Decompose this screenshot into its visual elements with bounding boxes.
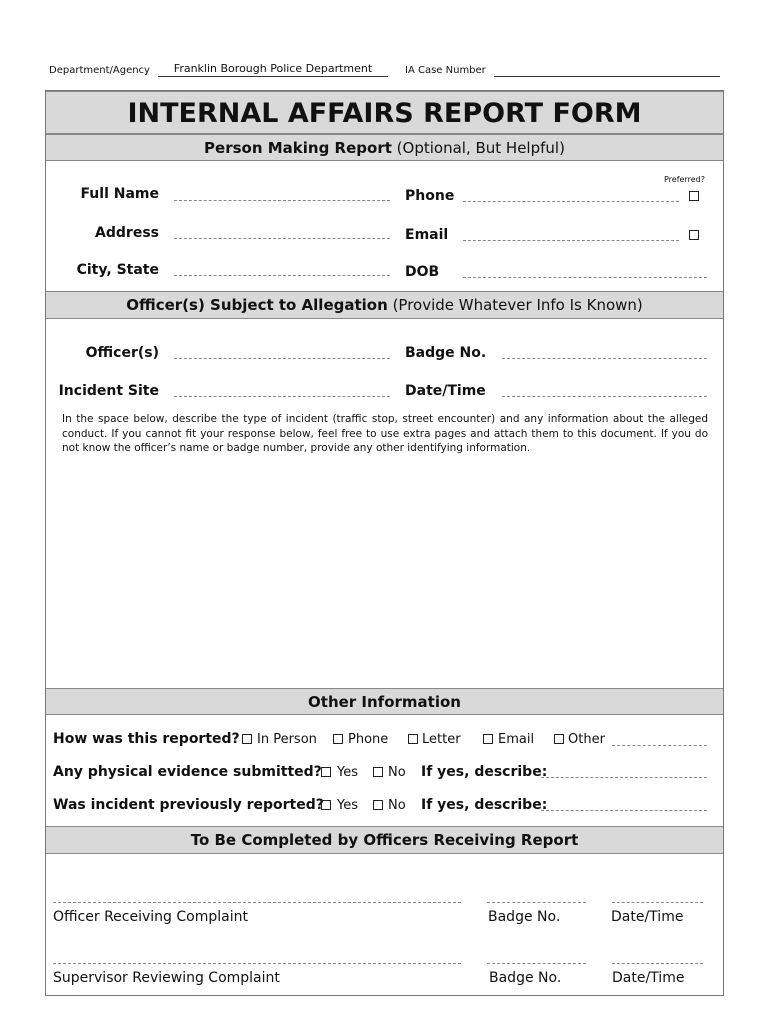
supervisor-badge-label: Badge No. — [489, 970, 562, 986]
officer-receiving-datetime-label: Date/Time — [611, 909, 684, 925]
form-title: INTERNAL AFFAIRS REPORT FORM — [46, 91, 723, 134]
other-option: Other — [568, 732, 605, 747]
badge-field[interactable] — [502, 358, 707, 359]
phone-field[interactable] — [463, 201, 679, 202]
address-label: Address — [95, 225, 159, 241]
supervisor-datetime-line[interactable] — [612, 963, 703, 964]
receiving-section-heading: To Be Completed by Officers Receiving Report — [46, 826, 723, 854]
officer-receiving-badge-label: Badge No. — [488, 909, 561, 925]
phone-preferred-checkbox[interactable] — [689, 191, 699, 201]
email-preferred-checkbox[interactable] — [689, 230, 699, 240]
evidence-yes-checkbox[interactable] — [321, 767, 331, 777]
incident-instructions: In the space below, describe the type of incident (traffic stop, street encounter) and any information about the alleged conduct. If you cannot fit your response below, feel free to use extra pages and attach them to this document. If you do not know the officer’s name or badge number, provide any other identifying information. — [62, 413, 708, 454]
evidence-describe-field[interactable] — [541, 777, 707, 778]
incident-site-label: Incident Site — [58, 383, 159, 399]
address-field[interactable] — [174, 238, 390, 239]
previous-yes-checkbox[interactable] — [321, 800, 331, 810]
other-field[interactable] — [612, 745, 707, 746]
department-field[interactable]: Franklin Borough Police Department — [158, 62, 388, 77]
officer-receiving-signature-line[interactable] — [53, 902, 461, 903]
city-state-field[interactable] — [174, 275, 390, 276]
full-name-label: Full Name — [80, 186, 159, 202]
case-number-label: IA Case Number — [405, 65, 486, 76]
phone-label: Phone — [405, 188, 455, 204]
email-option: Email — [498, 732, 535, 747]
email-label: Email — [405, 227, 449, 243]
in-person-option: In Person — [257, 732, 317, 747]
in-person-checkbox[interactable] — [242, 734, 252, 744]
email-field[interactable] — [463, 240, 679, 241]
officer-receiving-label: Officer Receiving Complaint — [53, 909, 248, 925]
officer-heading-note: (Provide Whatever Info Is Known) — [392, 296, 643, 314]
dob-label: DOB — [405, 264, 440, 280]
evidence-yes-option: Yes — [337, 765, 358, 780]
full-name-field[interactable] — [174, 200, 390, 201]
incident-description-area[interactable] — [56, 466, 716, 680]
supervisor-badge-line[interactable] — [487, 963, 586, 964]
previous-yes-option: Yes — [337, 798, 358, 813]
dob-field[interactable] — [463, 277, 707, 278]
department-label: Department/Agency — [49, 65, 150, 76]
letter-checkbox[interactable] — [408, 734, 418, 744]
email-checkbox[interactable] — [483, 734, 493, 744]
previous-describe-label: If yes, describe: — [421, 797, 548, 813]
how-reported-question: How was this reported? — [53, 731, 240, 747]
officer-heading-bold: Officer(s) Subject to Allegation — [126, 296, 388, 314]
city-state-label: City, State — [76, 262, 159, 278]
incident-datetime-field[interactable] — [502, 396, 707, 397]
supervisor-reviewing-label: Supervisor Reviewing Complaint — [53, 970, 280, 986]
badge-label: Badge No. — [405, 345, 487, 361]
previous-describe-field[interactable] — [541, 810, 707, 811]
evidence-question: Any physical evidence submitted? — [53, 764, 322, 780]
letter-option: Letter — [422, 732, 461, 747]
supervisor-signature-line[interactable] — [53, 963, 461, 964]
phone-option: Phone — [348, 732, 389, 747]
officers-label: Officer(s) — [85, 345, 159, 361]
previous-no-option: No — [388, 798, 406, 813]
supervisor-datetime-label: Date/Time — [612, 970, 685, 986]
incident-site-field[interactable] — [174, 396, 390, 397]
other-checkbox[interactable] — [554, 734, 564, 744]
other-section-heading: Other Information — [46, 688, 723, 715]
evidence-describe-label: If yes, describe: — [421, 764, 548, 780]
reporter-section-heading — [46, 134, 723, 161]
officer-receiving-datetime-line[interactable] — [612, 902, 703, 903]
evidence-no-option: No — [388, 765, 406, 780]
evidence-no-checkbox[interactable] — [373, 767, 383, 777]
phone-checkbox[interactable] — [333, 734, 343, 744]
reporter-heading-note: (Optional, But Helpful) — [396, 139, 565, 157]
officer-receiving-badge-line[interactable] — [487, 902, 586, 903]
case-number-field[interactable] — [494, 62, 720, 77]
previous-report-question: Was incident previously reported? — [53, 797, 324, 813]
reporter-heading-bold: Person Making Report — [204, 139, 392, 157]
preferred-label: Preferred? — [664, 175, 705, 184]
officer-section-heading — [46, 291, 723, 319]
incident-datetime-label: Date/Time — [405, 383, 486, 399]
previous-no-checkbox[interactable] — [373, 800, 383, 810]
officers-field[interactable] — [174, 358, 390, 359]
